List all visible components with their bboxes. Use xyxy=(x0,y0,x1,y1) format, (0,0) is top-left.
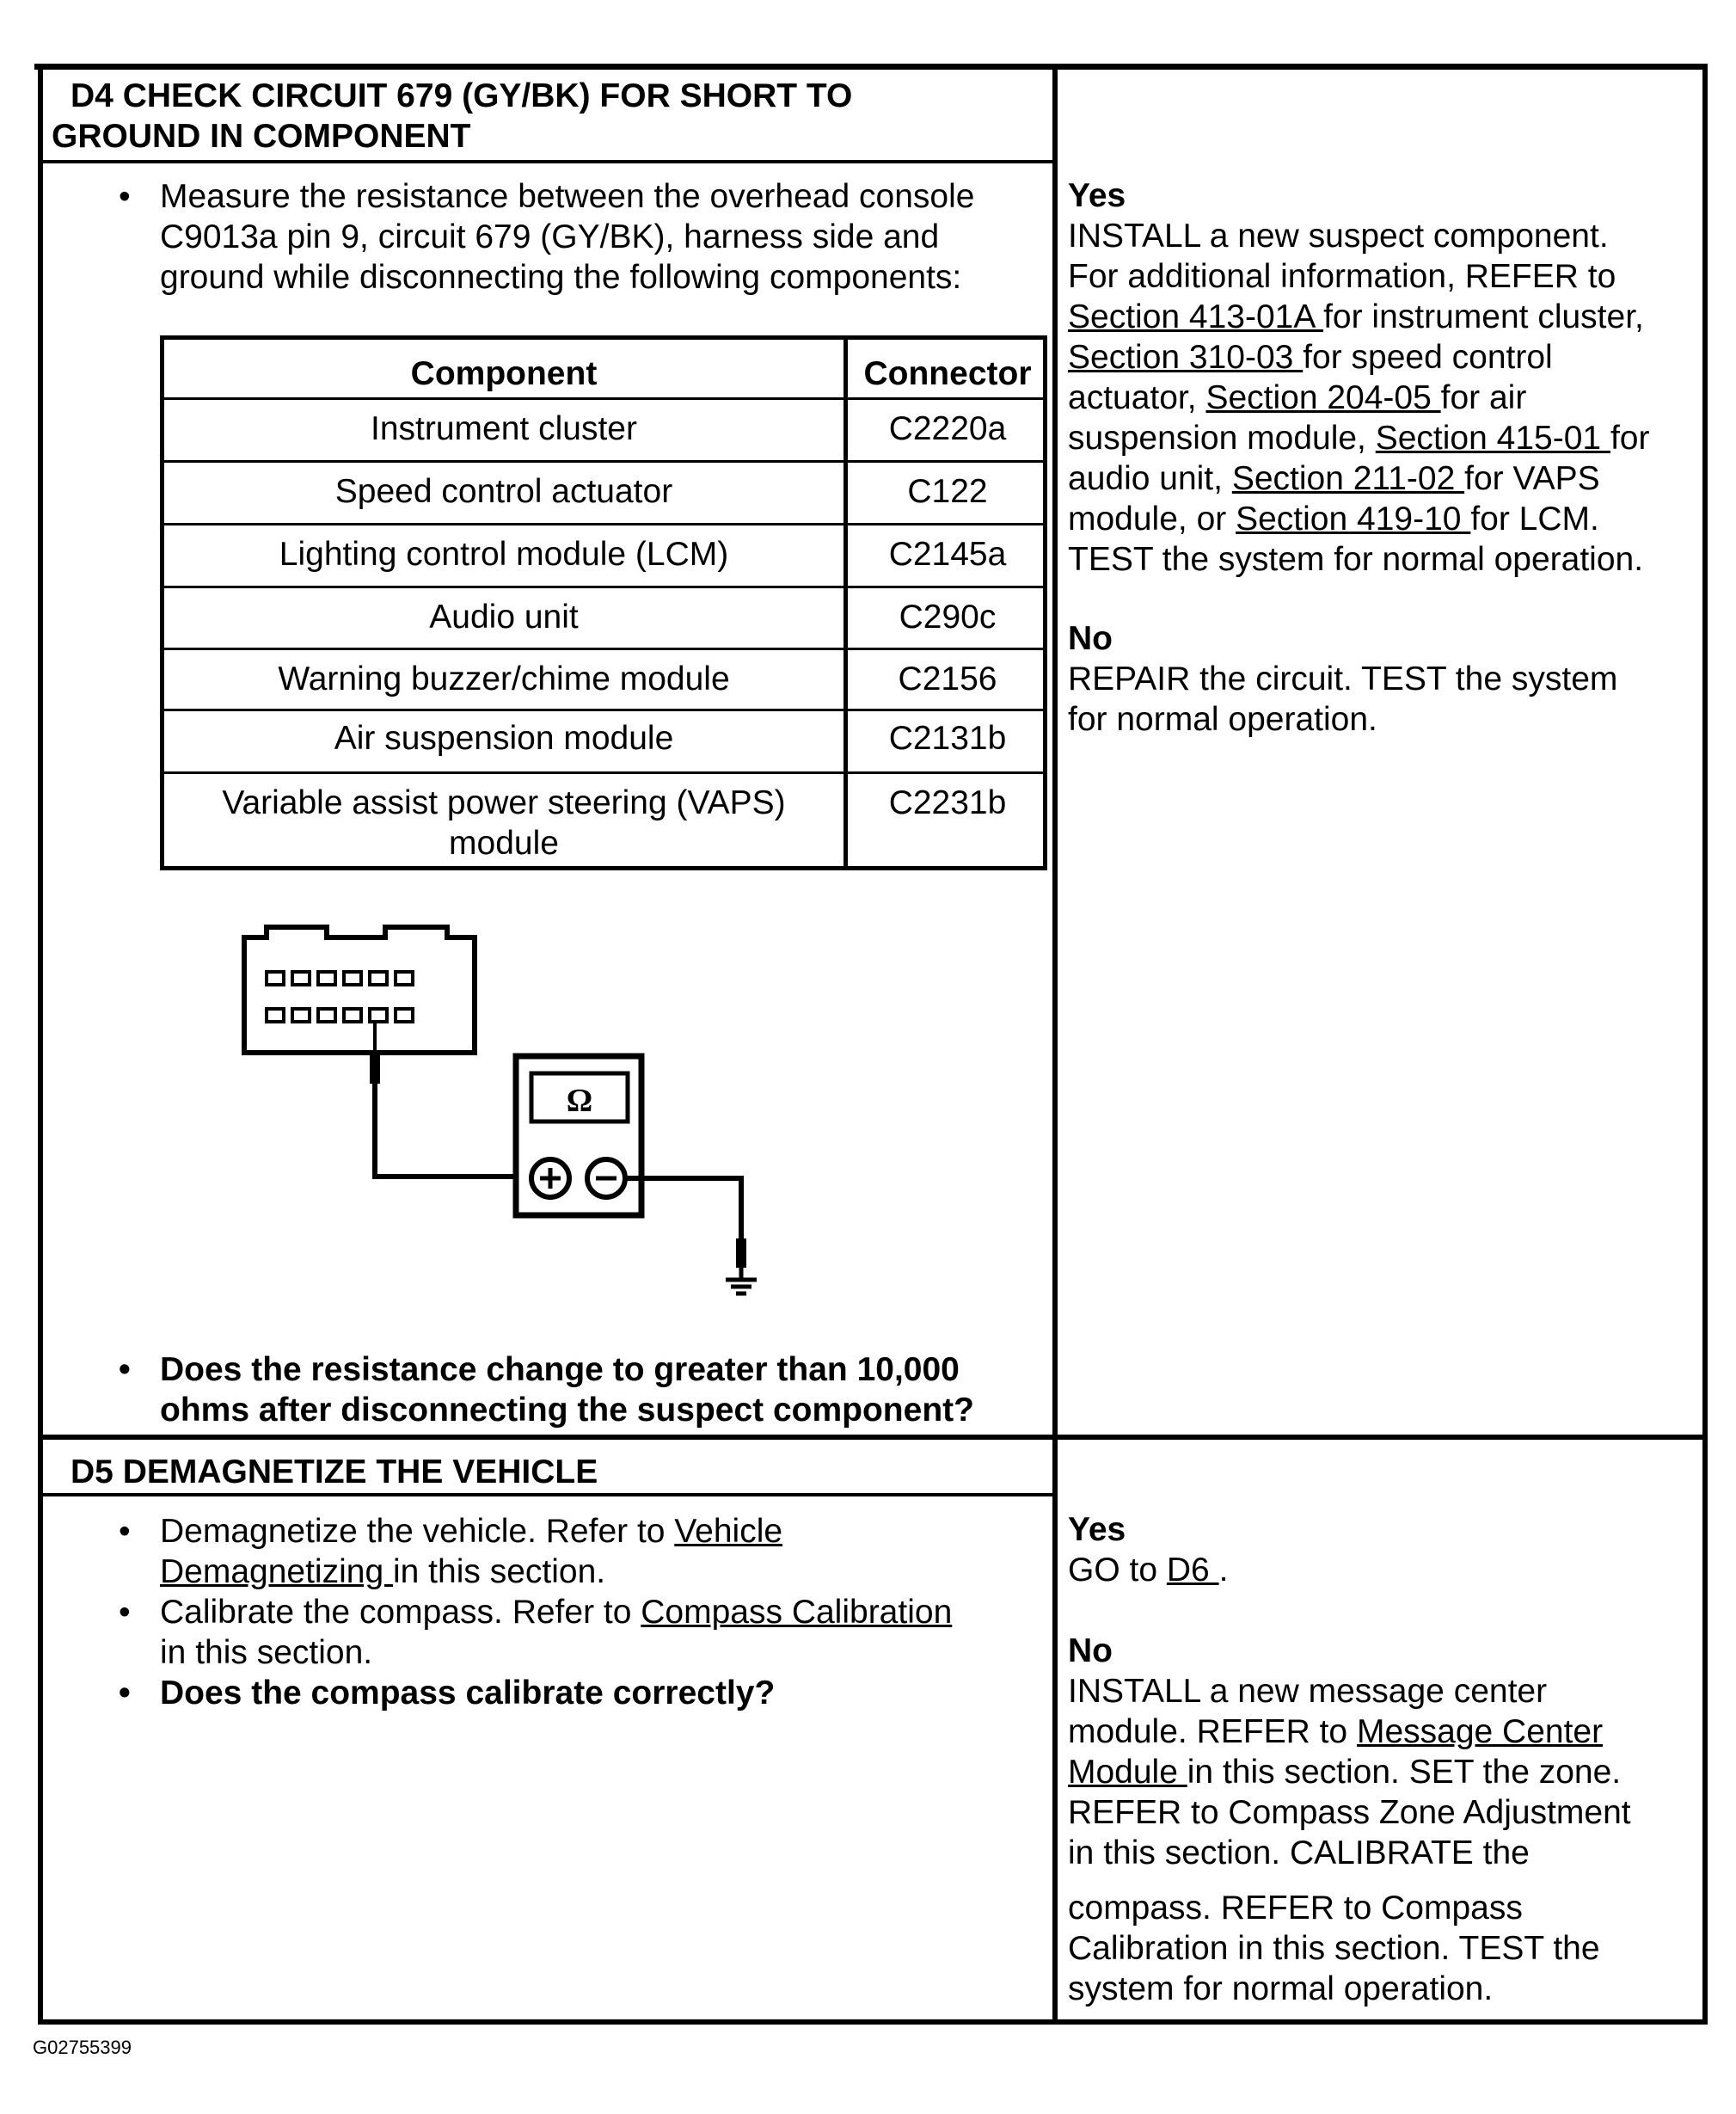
d4-yes-text: for instrument cluster, xyxy=(1323,298,1644,335)
d4-bullet1-line3: ground while disconnecting the following components: xyxy=(160,259,962,296)
d4-instructions xyxy=(160,176,974,298)
d4-bullet-measure xyxy=(160,176,974,298)
frame-left-line xyxy=(38,67,43,2025)
table-row xyxy=(164,586,1043,648)
d4-yes-line3 xyxy=(1068,297,1704,337)
d5-no-text: module. REFER to xyxy=(1068,1713,1357,1750)
column-divider xyxy=(1052,67,1058,2025)
d4-yes-line6 xyxy=(1068,418,1704,458)
d4-results xyxy=(1068,175,1704,740)
section-415-01-link[interactable]: Section 415-01 xyxy=(1375,420,1610,457)
component-table xyxy=(160,335,1047,870)
d4-bullet1-line1: • Measure the resistance between the overhead console xyxy=(160,178,975,215)
d6-link[interactable]: D6 xyxy=(1166,1552,1219,1589)
table-cell-connector: C122 xyxy=(907,473,988,510)
table-cell-component: Instrument cluster xyxy=(371,410,637,447)
section-211-02-link[interactable]: Section 211-02 xyxy=(1231,460,1465,497)
d4-yes-line7 xyxy=(1068,458,1704,499)
d4-yes-text: for VAPS xyxy=(1464,460,1600,497)
d4-no-line2: for normal operation. xyxy=(1068,701,1377,738)
table-header-component: Component xyxy=(410,355,598,392)
d5-yes-line xyxy=(1068,1550,1704,1590)
probe-tip-icon xyxy=(370,1053,380,1084)
ground-probe-icon xyxy=(736,1238,746,1268)
d5-bullet1-tail: in this section. xyxy=(392,1553,606,1590)
d4-yes-text: audio unit, xyxy=(1068,460,1232,497)
table-cell-connector: C290c xyxy=(899,599,997,636)
d4-title-underline xyxy=(38,160,1056,163)
ohm-symbol: Ω xyxy=(566,1083,593,1119)
d4-yes-label: Yes xyxy=(1068,177,1126,214)
connector-icon xyxy=(244,927,475,1053)
d5-bullet2-text: Calibrate the compass. Refer to xyxy=(160,1594,641,1631)
vehicle-demagnetizing-link[interactable]: Vehicle xyxy=(674,1513,783,1550)
table-cell-connector: C2231b xyxy=(888,784,1007,821)
frame-top-line xyxy=(34,64,1708,70)
d4-question-line2: ohms after disconnecting the suspect component? xyxy=(160,1392,974,1429)
table-cell-component: Audio unit xyxy=(429,599,579,636)
table-cell-component xyxy=(164,783,843,863)
d5-results xyxy=(1068,1509,1704,2009)
section-310-03-link[interactable]: Section 310-03 xyxy=(1068,339,1304,376)
d5-no-label: No xyxy=(1068,1632,1113,1669)
compass-calibration-link[interactable]: Compass Calibration xyxy=(641,1594,953,1631)
table-cell-component-line1: Variable assist power steering (VAPS) xyxy=(222,784,786,821)
message-center-module-link[interactable]: Module xyxy=(1068,1754,1187,1791)
d5-bullet1-text: Demagnetize the vehicle. Refer to xyxy=(160,1513,675,1550)
table-row xyxy=(164,460,1043,523)
d5-yes-label: Yes xyxy=(1068,1511,1126,1548)
d4-yes-text: suspension module, xyxy=(1068,420,1376,457)
d5-no-line4: REFER to Compass Zone Adjustment xyxy=(1068,1794,1631,1831)
d5-no-line3 xyxy=(1068,1752,1704,1792)
table-cell-component: Air suspension module xyxy=(334,720,674,757)
d4-yes-text: actuator, xyxy=(1068,379,1206,416)
d4-yes-text: for speed control xyxy=(1303,339,1553,376)
table-row xyxy=(164,771,1043,870)
d4-yes-text: for xyxy=(1610,420,1650,457)
table-cell-connector: C2131b xyxy=(888,720,1007,757)
table-cell-connector: C2156 xyxy=(898,661,997,697)
table-cell-component: Speed control actuator xyxy=(334,473,673,510)
d4-yes-text: for LCM. xyxy=(1470,501,1599,538)
vehicle-demagnetizing-link-line2[interactable]: Demagnetizing xyxy=(160,1553,393,1590)
d5-title: D5 DEMAGNETIZE THE VEHICLE xyxy=(71,1453,598,1490)
d4-yes-text: module, or xyxy=(1068,501,1236,538)
d4-question xyxy=(160,1349,974,1430)
section-419-10-link[interactable]: Section 419-10 xyxy=(1236,501,1471,538)
table-row xyxy=(164,397,1043,460)
d4-yes-text: for air xyxy=(1440,379,1527,416)
d4-yes-line1: INSTALL a new suspect component. xyxy=(1068,218,1609,255)
d5-no-line8: system for normal operation. xyxy=(1068,1970,1494,2007)
d4-yes-line9: TEST the system for normal operation. xyxy=(1068,541,1644,578)
table-cell-connector: C2220a xyxy=(888,410,1007,447)
d5-no-text: in this section. SET the zone. xyxy=(1187,1754,1622,1791)
table-cell-connector: C2145a xyxy=(888,536,1007,573)
d5-no-line7: Calibration in this section. TEST the xyxy=(1068,1930,1600,1967)
d5-bullet-demagnetize xyxy=(160,1511,952,1592)
connector-pins xyxy=(267,972,413,1022)
d5-yes-end: . xyxy=(1218,1552,1229,1589)
d5-yes-text: GO to xyxy=(1068,1552,1167,1589)
d4-yes-line5 xyxy=(1068,378,1704,418)
d4-d5-divider xyxy=(38,1435,1708,1440)
ohmmeter-wiring-diagram xyxy=(232,920,782,1324)
d4-yes-line4 xyxy=(1068,337,1704,378)
d4-title-line2: GROUND IN COMPONENT xyxy=(52,118,471,155)
table-header-connector: Connector xyxy=(863,355,1032,392)
ground-icon xyxy=(726,1280,757,1294)
d5-no-line5: in this section. CALIBRATE the xyxy=(1068,1834,1530,1871)
d4-no-line1: REPAIR the circuit. TEST the system xyxy=(1068,661,1618,697)
d4-title-line1: D4 CHECK CIRCUIT 679 (GY/BK) FOR SHORT TO xyxy=(71,77,853,114)
message-center-link[interactable]: Message Center xyxy=(1356,1713,1604,1750)
d4-yes-line2: For additional information, REFER to xyxy=(1068,258,1616,295)
d4-question-line1: • Does the resistance change to greater than 10,000 xyxy=(160,1351,960,1388)
d5-question: • Does the compass calibrate correctly? xyxy=(160,1673,952,1713)
section-204-05-link[interactable]: Section 204-05 xyxy=(1205,379,1441,416)
d5-no-line1: INSTALL a new message center xyxy=(1068,1673,1548,1710)
section-413-01a-link[interactable]: Section 413-01A xyxy=(1068,298,1324,335)
d5-no-line2 xyxy=(1068,1711,1704,1752)
table-cell-component-line2: module xyxy=(449,825,559,862)
d4-yes-line8 xyxy=(1068,499,1704,539)
figure-code: G02755399 xyxy=(33,2037,132,2058)
d5-instructions xyxy=(160,1511,952,1713)
d5-title-underline xyxy=(38,1493,1056,1496)
table-cell-component: Warning buzzer/chime module xyxy=(278,661,730,697)
d4-no-label: No xyxy=(1068,620,1113,657)
d4-question-list xyxy=(160,1349,974,1430)
d5-bullet2-tail: in this section. xyxy=(160,1634,373,1671)
frame-bottom-line xyxy=(38,2019,1708,2025)
d5-no-line6: compass. REFER to Compass xyxy=(1068,1890,1523,1927)
table-row xyxy=(164,648,1043,709)
table-row xyxy=(164,523,1043,586)
d4-title xyxy=(52,76,852,157)
d5-bullet-calibrate xyxy=(160,1592,952,1673)
table-row xyxy=(164,709,1043,771)
table-cell-component: Lighting control module (LCM) xyxy=(279,536,729,573)
d4-bullet1-line2: C9013a pin 9, circuit 679 (GY/BK), harness side and xyxy=(160,218,940,255)
